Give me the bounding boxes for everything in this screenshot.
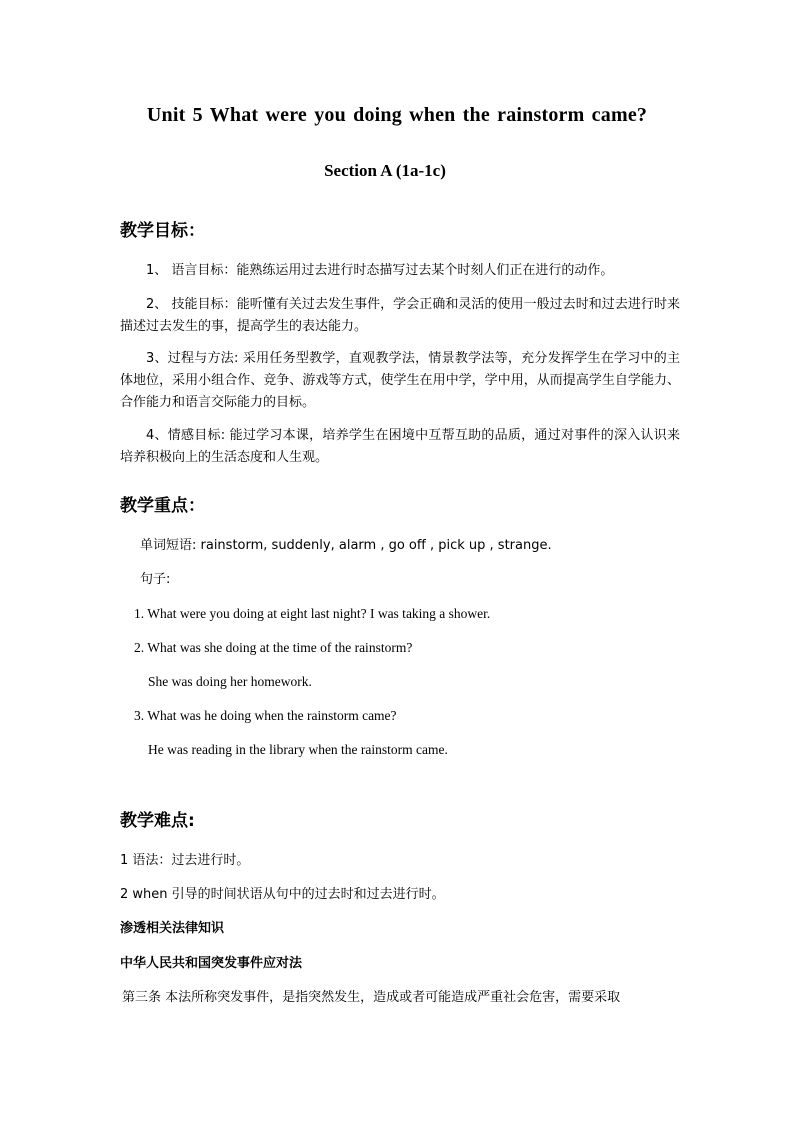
objective-item-1: 1、 语言目标：能熟练运用过去进行时态描写过去某个时刻人们正在进行的动作。 [146,263,614,278]
sentence-line-3: She was doing her homework. [148,674,312,689]
difficulties-heading: 教学难点: [120,811,195,831]
difficulty-item-1: 1 语法：过去进行时。 [120,853,250,868]
sentence-line-4: 3. What was he doing when the rainstorm came? [134,708,397,723]
law-title: 中华人民共和国突发事件应对法 [120,956,303,971]
law-heading: 渗透相关法律知识 [120,921,225,936]
document-title: Unit 5 What were you doing when the rainstorm came? [146,104,648,126]
objective-item-4: 4、情感目标: 能过学习本课，培养学生在困境中互帮互助的品质，通过对事件的深入认识来培养积极向上的生活态度和人生观。 [120,428,680,465]
sentences-label: 句子: [140,572,171,587]
sentence-line-5: He was reading in the library when the rainstorm came. [148,742,448,757]
section-subtitle: Section A (1a-1c) [324,161,446,180]
law-article-3: 第三条 本法所称突发事件，是指突然发生，造成或者可能造成严重社会危害，需要采取 [122,990,621,1005]
objective-item-2: 2、 技能目标：能听懂有关过去发生事件，学会正确和灵活的使用一般过去时和过去进行时来描述过去发生的事，提高学生的表达能力。 [120,297,680,334]
sentence-line-2: 2. What was she doing at the time of the rainstorm? [134,640,413,655]
sentence-line-1: 1. What were you doing at eight last night? I was taking a shower. [134,606,491,621]
objectives-heading: 教学目标： [120,221,205,241]
objective-item-3: 3、过程与方法: 采用任务型教学，直观教学法，情景教学法等，充分发挥学生在学习中的主体地位，采用小组合作、竞争、游戏等方式，使学生在用中学，学中用，从而提高学生自学能力、合作能力和语言交际能力的目标。 [120,351,680,410]
difficulty-item-2: 2 when 引导的时间状语从句中的过去时和过去进行时。 [120,887,445,902]
vocabulary-line: 单词短语: rainstorm, suddenly, alarm , go off , pick up , strange. [140,538,552,553]
key-points-heading: 教学重点： [120,496,205,516]
